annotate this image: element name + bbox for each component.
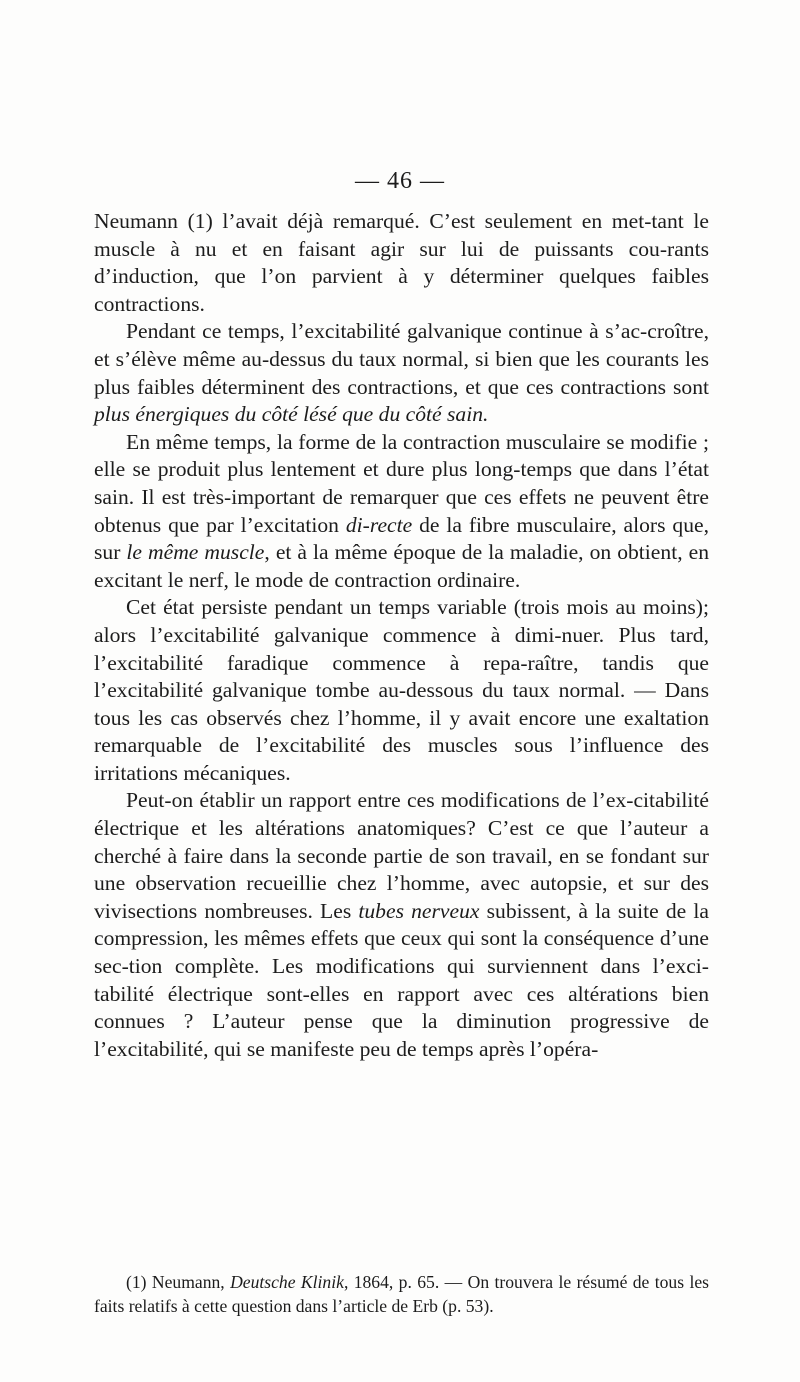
paragraph-4: Cet état persiste pendant un temps variable (trois mois au moins); alors l’excitabilité galvanique commence à dimi-nuer. Plus tard, l’excitabilité faradique commence à repa-raître, tandis que l’excitabilité galvanique tombe au-dessous du taux normal. — Dans tous les cas observés chez l’homme, il y avait encore une exaltation remarquable de l’excitabilité des muscles sous l’influence des irritations mécaniques.: [94, 595, 709, 785]
paragraph-3-text-b: de la fibre musculaire, alors que, sur: [94, 512, 709, 565]
paragraph-2-emphasis: plus énergiques du côté lésé que du côté sain.: [94, 402, 489, 427]
footnote: [94, 1270, 709, 1318]
paragraph-5: [94, 787, 709, 1063]
paragraph-3-text-c: , et à la même époque de la maladie, on obtient, en excitant le nerf, le mode de contraction ordinaire.: [94, 540, 709, 592]
footnote-text-a: (1) Neumann,: [126, 1272, 231, 1292]
paragraph-5-emphasis: tubes nerveux: [358, 898, 480, 923]
page-number: — 46 —: [355, 168, 445, 194]
paragraph-5-text-b: subissent, à la suite de la compression, les mêmes effets que ceux qui sont la conséquence d’une sec-tion complète. Les modifications qui surviennent dans l’exci-tabilité électrique sont-elles en rapport avec ces altérations bien connues ? L’auteur pense que la diminution progressive de l’excitabilité, qui se manifeste peu de temps après l’opéra-: [94, 898, 709, 1061]
paragraph-3: [94, 429, 709, 595]
paragraph-3-emphasis-muscle: le même muscle: [126, 540, 265, 565]
paragraph-3-emphasis-directe: di-recte: [345, 512, 413, 537]
footnote-source-title: Deutsche Klinik: [230, 1272, 344, 1292]
paragraph-2: [94, 318, 709, 428]
body-text: [94, 208, 709, 1063]
paragraph-2-text: Pendant ce temps, l’excitabilité galvanique continue à s’ac-croître, et s’élève même au-dessus du taux normal, si bien que les courants les plus faibles déterminent des contractions, et que ces contractions sont: [94, 319, 709, 399]
paragraph-1: Neumann (1) l’avait déjà remarqué. C’est seulement en met-tant le muscle à nu et en faisant agir sur lui de puissants cou-rants d’induction, que l’on parvient à y déterminer quelques faibles contractions.: [94, 209, 709, 316]
paragraph-3-text-a: En même temps, la forme de la contraction musculaire se modifie ; elle se produit plus lentement et dure plus long-temps que dans l’état sain. Il est très-important de remarquer que ces effets ne peuvent être obtenus que par l’excitation: [94, 429, 709, 537]
footnote-text-b: , 1864, p. 65. — On trouvera le résumé de tous les faits relatifs à cette question dans l’article de Erb (p. 53).: [94, 1272, 709, 1316]
paragraph-5-text-a: Peut-on établir un rapport entre ces modifications de l’ex-citabilité électrique et les altérations anatomiques? C’est ce que l’auteur a cherché à faire dans la seconde partie de son travail, en se fondant sur une observation recueillie chez l’homme, avec autopsie, et sur des vivisections nombreuses. Les: [94, 788, 709, 923]
